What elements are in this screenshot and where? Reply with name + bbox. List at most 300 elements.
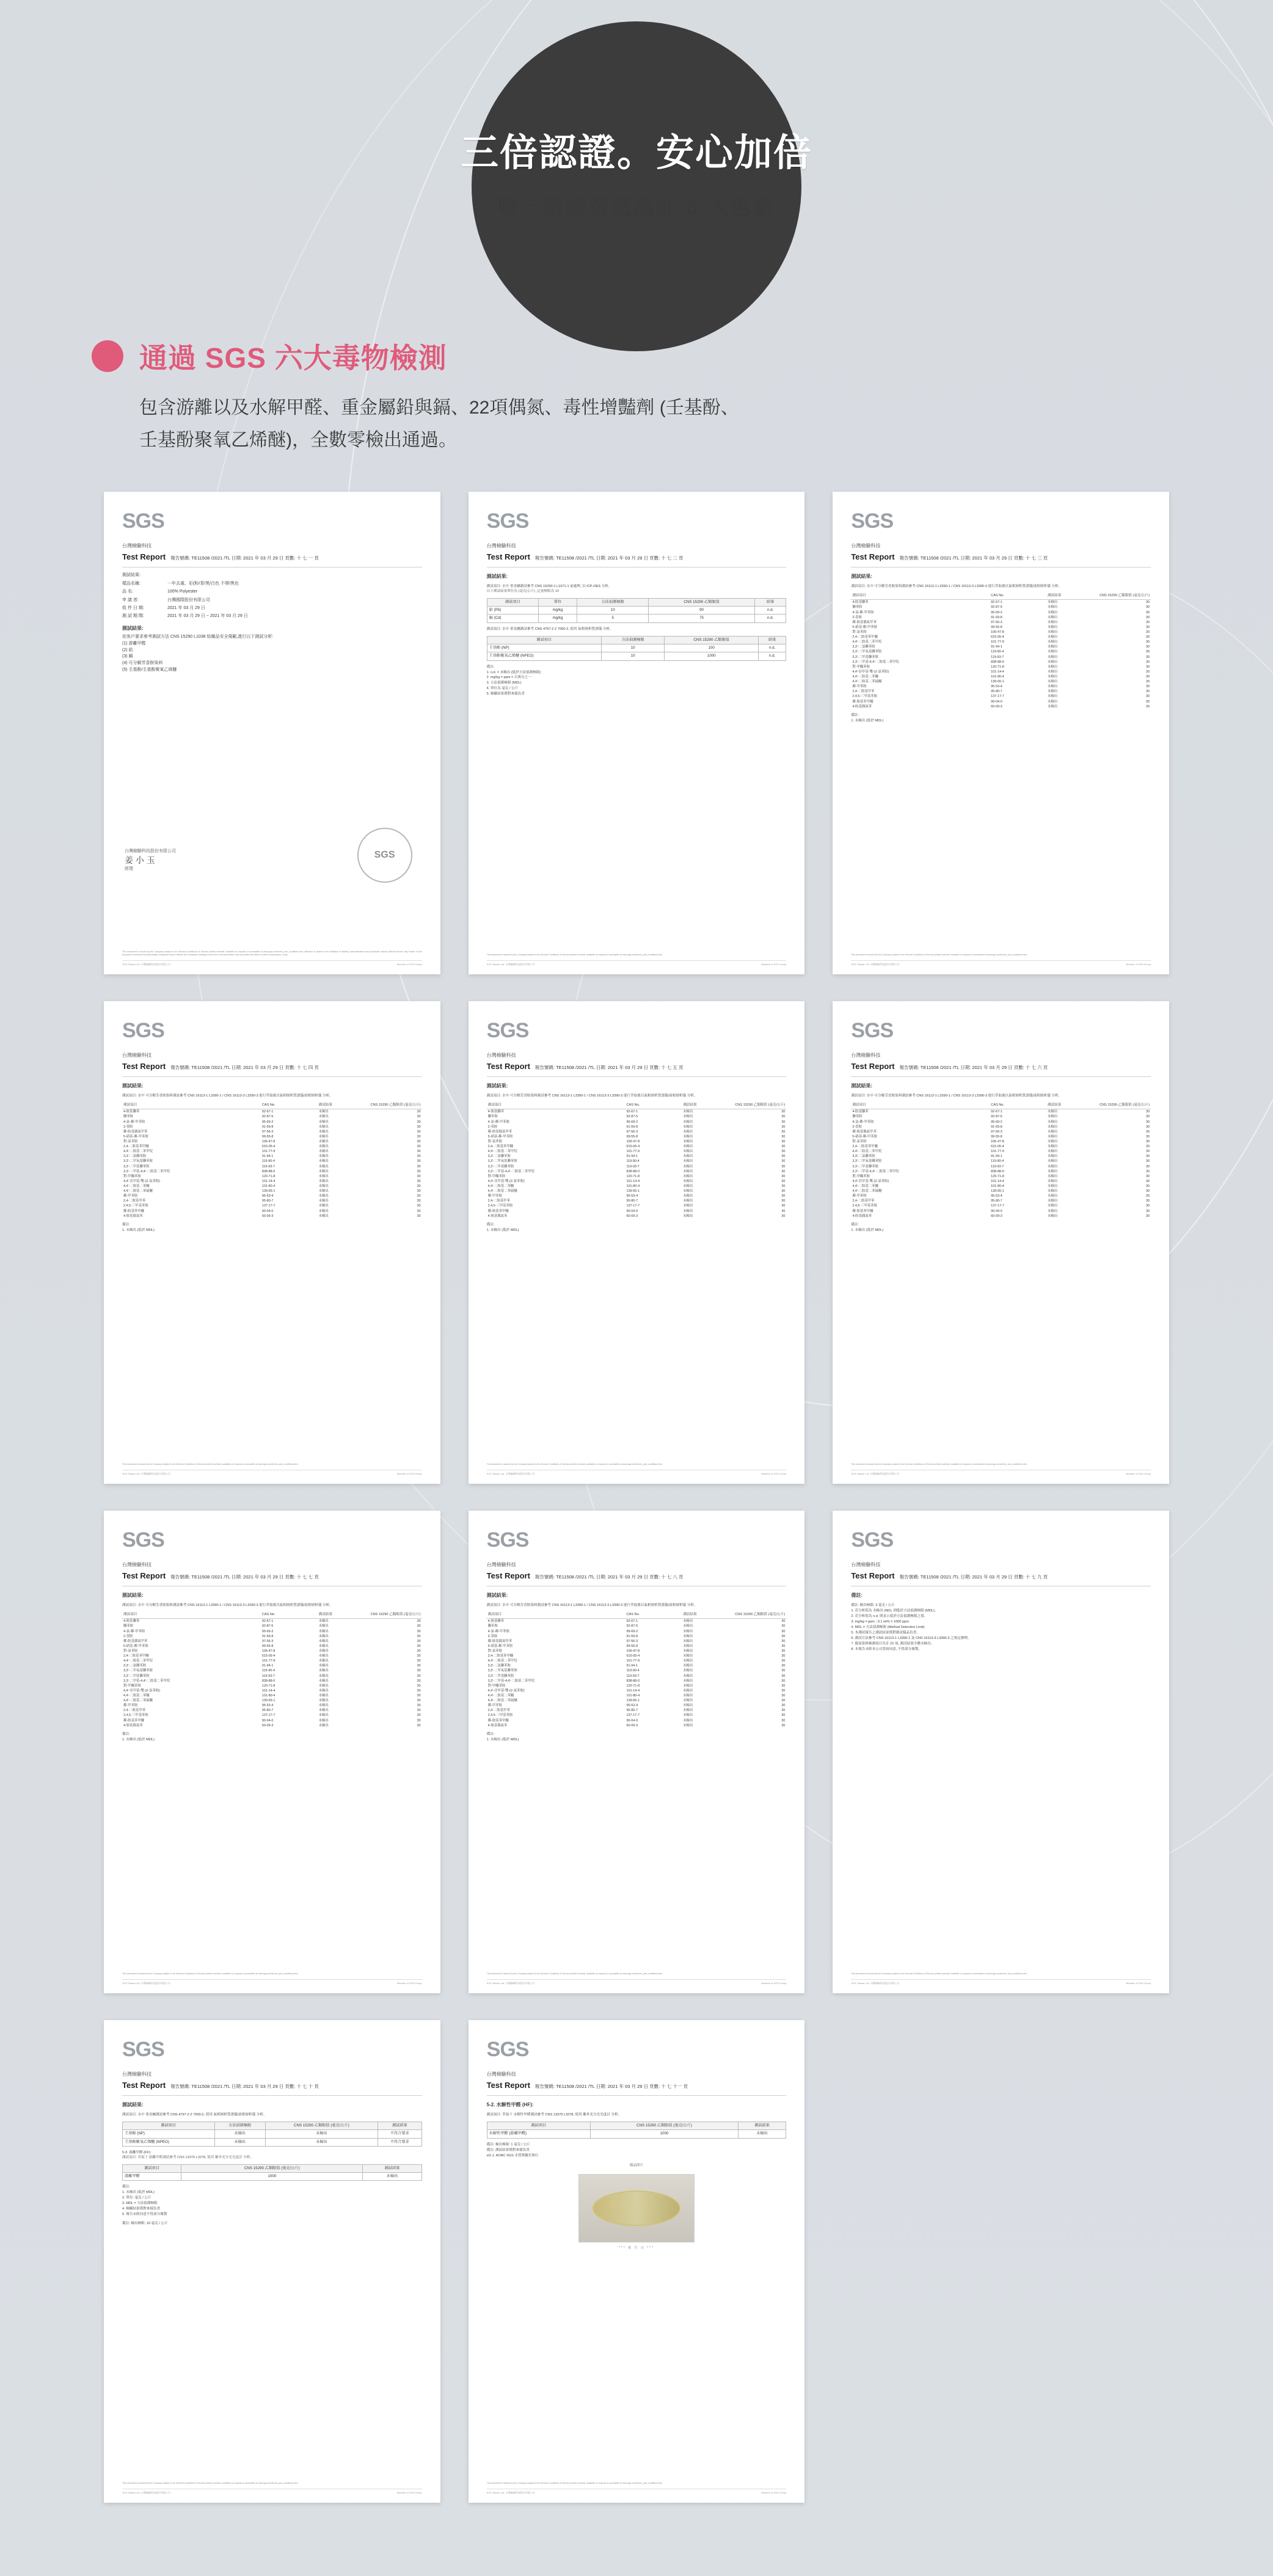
- table-header-cell: 單位: [538, 598, 577, 606]
- limit-value: 30: [417, 1629, 421, 1633]
- result-heading: 測試結果:: [851, 574, 872, 580]
- sample-photo-heading: 樣品照片: [629, 2163, 644, 2167]
- table-row: [851, 679, 1151, 684]
- limit-value: 30: [1146, 615, 1150, 619]
- chemical-name: 對-氯苯胺: [852, 1140, 867, 1144]
- cas-number: 90-04-0: [626, 1209, 638, 1213]
- table-cell: 10: [601, 644, 664, 652]
- chemical-name: 5-硝基-鄰-甲苯胺: [123, 1644, 148, 1648]
- table-cell: 90: [649, 606, 755, 614]
- note-line: 7. 偶氮染料檢測項目共計 22 項, 測試結果全數未檢出。: [851, 1641, 935, 1646]
- table-row: [851, 649, 1151, 654]
- table-header-cell: 測試結果: [318, 1103, 368, 1109]
- note-line: 5. 本測試報告之測試結果僅對測試樣品負責。: [851, 1630, 920, 1635]
- cas-number: 615-05-4: [991, 1145, 1004, 1149]
- table-row: [122, 1708, 422, 1713]
- cas-number: 101-77-9: [991, 640, 1004, 644]
- test-result: 未檢出: [683, 1169, 693, 1173]
- table-row: [487, 1679, 787, 1684]
- table-row: [487, 1154, 787, 1159]
- limit-value: 30: [1146, 1179, 1150, 1183]
- certificate-card[interactable]: [104, 2020, 440, 2503]
- table-header-cell: 方法偵測極限: [577, 598, 649, 606]
- cas-number: 615-05-4: [261, 1654, 275, 1658]
- certificate-meta: 報告號碼: TE11508 /2021 /TL 日期: 2021 年 03 月 29 日 頁數: 十 七 七 頁: [170, 1574, 319, 1580]
- table-header-cell: CNS 15290 乙類限值 (毫克/公斤): [1096, 1103, 1151, 1109]
- test-result: 未檢出: [1047, 675, 1058, 679]
- footer-left-text: SGS Taiwan Ltd. 台灣檢驗科技股份有限公司: [122, 962, 170, 966]
- chemical-name: 3,3'-二氯聯苯胺: [487, 1155, 511, 1159]
- chemical-name: 2,4,5-三甲基苯胺: [852, 1204, 878, 1208]
- footer-left-text: SGS Taiwan Ltd. 台灣檢驗科技股份有限公司: [851, 1981, 900, 1985]
- cas-number: 97-56-3: [261, 1639, 274, 1643]
- table-row: [851, 615, 1151, 620]
- divider: [851, 1076, 1151, 1077]
- limit-value: 30: [781, 1199, 786, 1203]
- chemical-name: 鄰-甲苯胺: [852, 685, 867, 689]
- limit-value: 30: [417, 1125, 421, 1129]
- cas-number: 92-87-5: [991, 1115, 1002, 1119]
- cas-number: 91-59-8: [626, 1634, 638, 1638]
- limit-value: 30: [781, 1639, 786, 1643]
- chemical-name: 2,4-二胺基甲苯: [852, 690, 875, 694]
- cas-number: 90-04-0: [626, 1718, 638, 1723]
- chemical-name: 對-甲醯苯胺: [852, 1174, 870, 1178]
- cas-number: 101-77-9: [261, 1659, 275, 1663]
- table-cell: 1000: [591, 2130, 739, 2138]
- table-row: [851, 610, 1151, 615]
- hero-subtitle: 唯一紫綠黃藍黑紅 6 大色系: [498, 196, 775, 220]
- test-result: 未檢出: [318, 1155, 329, 1159]
- chemical-name: 鄰-胺基偶氮甲苯: [852, 620, 877, 624]
- certificate-title: Test Report: [122, 552, 166, 561]
- test-result: 未檢出: [318, 1179, 329, 1183]
- cas-number: 838-88-0: [626, 1169, 640, 1173]
- test-result: 未檢出: [318, 1709, 329, 1713]
- test-result: 未檢出: [683, 1140, 693, 1144]
- section-description-line1: 包含游離以及水解甲醛、重金屬鉛與鎘、22項偶氮、毒性增豔劑 (壬基酚、: [139, 398, 739, 418]
- table-cell: 75: [649, 615, 755, 622]
- certificate-card[interactable]: [104, 1001, 440, 1484]
- cas-number: 95-80-7: [991, 690, 1002, 694]
- table-cell: 未檢出: [363, 2172, 421, 2180]
- certificate-footer: [487, 1463, 787, 1475]
- certificate-meta: 報告號碼: TE11508 /2021 /TL 日期: 2021 年 03 月 29 日 頁數: 十 七 六 頁: [899, 1064, 1048, 1070]
- limit-value: 30: [417, 1634, 421, 1638]
- footer-right-text: Member of SGS Group: [761, 1472, 787, 1475]
- table-row: [123, 2130, 422, 2138]
- chemical-name: 聯苯胺: [487, 1624, 498, 1629]
- cas-number: 92-67-1: [261, 1619, 274, 1624]
- table-row: [851, 1174, 1151, 1179]
- limit-value: 30: [781, 1669, 786, 1673]
- chemical-result-table: [851, 1103, 1151, 1219]
- table-row: [487, 644, 786, 652]
- table-row: [122, 1668, 422, 1673]
- test-result: 未檢出: [1047, 1194, 1058, 1199]
- limit-value: 30: [781, 1164, 786, 1169]
- table-row: [122, 1164, 422, 1169]
- table-header-cell: 測試項目: [487, 1103, 626, 1109]
- signature-role: 經理: [125, 866, 133, 871]
- test-result: 未檢出: [1047, 699, 1058, 704]
- cas-number: 101-14-4: [261, 1179, 275, 1183]
- table-header-cell: CNS 15290 乙類限值 (毫克/公斤): [368, 1103, 422, 1109]
- test-result: 未檢出: [318, 1634, 329, 1638]
- section-header: [92, 336, 1181, 376]
- table-row: [487, 1149, 787, 1154]
- field-label: 樣品名稱:: [122, 581, 140, 586]
- limit-value: 30: [417, 1199, 421, 1203]
- note-line: 備註:: [122, 1222, 130, 1227]
- cas-number: 97-56-3: [261, 1129, 274, 1134]
- test-result: 未檢出: [683, 1129, 693, 1134]
- chemical-name: 4,4'-亞甲基-雙-(2-氯苯胺): [123, 1688, 161, 1693]
- chemical-name: 3,3'-二甲基聯苯胺: [123, 1674, 150, 1678]
- certificate-issuer: 台灣檢驗科技: [122, 542, 151, 549]
- legal-footnote: This document is issued by the Company subject to its General Conditions of Service printed overleaf, available on request or accessible at www.sgs.com/terms_and_conditions.htm.: [486, 1972, 663, 1976]
- table-header-cell: 測試結果: [318, 1612, 368, 1619]
- table-cell: 壬基酚 (NP): [487, 644, 601, 652]
- chemical-name: 鄰-胺基苯甲醚: [487, 1209, 509, 1213]
- cas-number: 137-17-7: [626, 1204, 640, 1208]
- cas-number: 95-80-7: [991, 1199, 1002, 1203]
- note-line: 1. 未檢出 (低於 MDL): [122, 1737, 155, 1742]
- limit-value: 30: [781, 1704, 786, 1708]
- result-line: (4) 可分解芳香胺染料: [122, 661, 163, 666]
- certificate-footer: [122, 1463, 422, 1475]
- table-row: [122, 1674, 422, 1679]
- note-line: 2. mg/kg = ppm = 百萬分之一: [486, 676, 531, 680]
- test-result: 未檢出: [1047, 600, 1058, 605]
- test-result: 未檢出: [318, 1184, 329, 1188]
- table-row: [487, 1619, 787, 1624]
- table-header-cell: CAS No.: [261, 1612, 318, 1619]
- test-result: 未檢出: [318, 1145, 329, 1149]
- chemical-name: 4-胺基聯苯: [852, 600, 869, 605]
- table-row: [122, 1634, 422, 1639]
- test-result: 未檢出: [683, 1674, 693, 1678]
- cas-number: 91-94-1: [991, 1155, 1002, 1159]
- legal-footnote: This document is issued by the Company subject to its General Conditions of Service printed overleaf, available on request or accessible at www.sgs.com/terms_and_conditions.htm.: [486, 1463, 663, 1466]
- test-result: 未檢出: [318, 1204, 329, 1208]
- certificate-title: Test Report: [486, 1571, 530, 1580]
- test-result: 未檢出: [1047, 680, 1058, 684]
- limit-value: 30: [417, 1699, 421, 1703]
- chemical-name: 3,3'-二甲氧基聯苯胺: [487, 1159, 517, 1164]
- cas-number: 101-14-4: [261, 1688, 275, 1693]
- certificate-title: Test Report: [122, 2080, 166, 2090]
- result-line: (3) 鎘: [122, 654, 133, 659]
- test-result: 未檢出: [1047, 1214, 1058, 1218]
- field-value: 100% Polyester: [167, 589, 198, 594]
- test-description: 測試項目: 水中 可分解芳香胺染料測試參考 CNS 16113-1 L3390-1 / CNS 16113-3 L3390-3 進行萃取後以氣相層析質譜儀/液相層析儀 分析。: [122, 1094, 333, 1098]
- limit-value: 30: [781, 1159, 786, 1164]
- limit-value: 30: [417, 1709, 421, 1713]
- table-row: [851, 674, 1151, 679]
- test-result: 未檢出: [1047, 660, 1058, 664]
- cas-number: 119-90-4: [626, 1159, 640, 1164]
- chemical-name: 2,4-二胺基苯甲醚: [123, 1145, 149, 1149]
- table-header-cell: CNS 15290 乙類限值 (毫克/公斤): [368, 1612, 422, 1619]
- certificate-card[interactable]: [469, 1001, 805, 1484]
- cas-number: 139-65-1: [991, 680, 1004, 684]
- limit-value: 30: [781, 1174, 786, 1178]
- cas-number: 139-65-1: [261, 1699, 275, 1703]
- note-block: [851, 1603, 1151, 1652]
- test-result: 未檢出: [683, 1204, 693, 1208]
- test-result: 未檢出: [683, 1634, 693, 1638]
- sgs-logo: SGS: [486, 2038, 529, 2061]
- signature-block: [125, 848, 176, 872]
- chemical-name: 4-胺基聯苯: [123, 1110, 140, 1114]
- limit-value: 30: [417, 1214, 421, 1218]
- chemical-name: 4,4'-二胺基二苯醚: [487, 1694, 514, 1698]
- notes: [851, 713, 1151, 724]
- certificate-issuer: 台灣檢驗科技: [122, 2071, 151, 2077]
- certificate-card[interactable]: [469, 2020, 805, 2503]
- table-row: [487, 1644, 787, 1649]
- limit-value: 30: [417, 1659, 421, 1663]
- limit-value: 30: [781, 1624, 786, 1629]
- limit-value: 30: [417, 1150, 421, 1154]
- table-row: [122, 1125, 422, 1129]
- table-row: [487, 1144, 787, 1149]
- signature-org: 台灣檢驗科技股份有限公司: [125, 849, 176, 854]
- test-result: 未檢出: [318, 1659, 329, 1663]
- cas-number: 95-69-2: [991, 610, 1002, 615]
- test-result: 未檢出: [683, 1629, 693, 1633]
- cas-number: 101-80-4: [261, 1694, 275, 1698]
- limit-value: 30: [417, 1155, 421, 1159]
- limit-value: 30: [1146, 675, 1150, 679]
- footer-left-text: SGS Taiwan Ltd. 台灣檢驗科技股份有限公司: [122, 2490, 170, 2494]
- chemical-name: 2-萘胺: [123, 1125, 133, 1129]
- test-result: 未檢出: [683, 1159, 693, 1164]
- test-result: 未檢出: [1047, 1204, 1058, 1208]
- certificate-card[interactable]: [469, 492, 805, 974]
- chemical-name: 3,3'-二氯聯苯胺: [487, 1664, 511, 1668]
- cas-number: 92-67-1: [991, 1110, 1002, 1114]
- table-cell: 10: [577, 606, 649, 614]
- certificate-field: [122, 589, 422, 594]
- table-cell: 1000: [181, 2172, 363, 2180]
- chemical-name: 鄰-胺基苯甲醚: [852, 1209, 874, 1213]
- chemical-name: 3,3'-二甲基-4,4'-二胺基二苯甲烷: [852, 660, 899, 664]
- limit-value: 30: [417, 1189, 421, 1194]
- certificate-meta: 報告號碼: TE11508 /2021 /TL 日期: 2021 年 03 月 29 日 頁數: 十 七 九 頁: [899, 1574, 1048, 1580]
- cas-number: 95-69-2: [261, 1120, 274, 1124]
- test-result: 未檢出: [683, 1723, 693, 1728]
- chemical-name: 5-硝基-鄰-甲苯胺: [487, 1644, 513, 1648]
- test-description: 測試項目: 水中 重金屬測試參考 CNS 4797-2 Z 7000-2, 使用 氣相層析質譜儀/液相層析儀 分析。: [122, 2113, 267, 2117]
- certificate-field: [122, 572, 422, 578]
- limit-value: 30: [1146, 1204, 1150, 1208]
- test-description: 測試項目: 萃取下 水解性甲醛測試參考 CNS 13379 L3278, 使用 紫外光分光光度計 分析。: [486, 2113, 622, 2117]
- limit-value: 30: [1146, 640, 1150, 644]
- limit-value: 30: [1146, 650, 1150, 654]
- table-cell: 未檢出: [214, 2130, 265, 2138]
- cas-number: 119-90-4: [261, 1159, 275, 1164]
- certificate-meta: 報告號碼: TE11508 /2021 /TL 日期: 2021 年 03 月 29 日 頁數: 十 七 十一 頁: [534, 2083, 688, 2089]
- certificate-card[interactable]: [104, 492, 440, 974]
- table-row: [487, 615, 786, 622]
- cas-number: 91-94-1: [261, 1155, 274, 1159]
- test-result: 未檢出: [683, 1155, 693, 1159]
- sgs-logo: SGS: [486, 509, 529, 533]
- cas-number: 120-71-8: [261, 1174, 275, 1178]
- table-header-cell: 測試項目: [122, 1612, 261, 1619]
- chemical-name: 3,3'-二甲氧基聯苯胺: [852, 1159, 882, 1164]
- limit-value: 30: [417, 1649, 421, 1654]
- cas-number: 95-53-4: [991, 1194, 1002, 1199]
- note-line: 1. 未檢出 (低於 MDL): [851, 718, 884, 723]
- test-result: 未檢出: [318, 1713, 329, 1718]
- table-row: [122, 1624, 422, 1629]
- note-line: 4. 單位為 毫克 / 公斤: [486, 687, 519, 691]
- result-heading: 測試結果:: [122, 1593, 144, 1599]
- result-table-secondary: [122, 2164, 422, 2181]
- table-row: [122, 1649, 422, 1654]
- test-description: 測試項目: 水中 可分解芳香胺染料測試參考 CNS 16113-1 L3390-1 / CNS 16113-3 L3390-3 進行萃取後以氣相層析質譜儀/液相層析儀 分析。: [851, 585, 1062, 589]
- legal-footnote: This document is issued by the Company subject to its General Conditions of Service printed overleaf, available on request or accessible at www.sgs.com/terms_and_conditions.htm.: [122, 1972, 299, 1976]
- limit-value: 30: [1146, 1174, 1150, 1178]
- cas-number: 137-17-7: [261, 1204, 275, 1208]
- certificate-card[interactable]: [833, 1001, 1169, 1484]
- table-cell: n.d.: [754, 606, 786, 614]
- subsection-description: 測試項目: 萃取下 游離甲醛測試參考 CNS 13379 L3278, 使用 紫外光分光光度計 分析。: [122, 2155, 254, 2159]
- chemical-name: 鄰-胺基偶氮甲苯: [487, 1129, 512, 1134]
- footer-right-text: Member of SGS Group: [761, 1981, 787, 1985]
- table-row: [487, 1129, 787, 1134]
- chemical-name: 4-氯-鄰-甲苯胺: [852, 610, 874, 615]
- test-result: 未檢出: [683, 1120, 693, 1124]
- cas-number: 95-69-2: [991, 1120, 1002, 1124]
- certificate-footer: [851, 1972, 1151, 1985]
- limit-value: 30: [1146, 695, 1150, 699]
- table-row: [851, 1189, 1151, 1194]
- chemical-name: 聯苯胺: [852, 605, 863, 610]
- table-header-cell: 測試結果: [1046, 593, 1096, 600]
- footer-right-text: Member of SGS Group: [761, 962, 787, 966]
- certificate-footer: [122, 2482, 422, 2494]
- certificate-card[interactable]: [833, 1511, 1169, 1993]
- table-row: [122, 1149, 422, 1154]
- chemical-name: 2-萘胺: [123, 1634, 133, 1638]
- limit-value: 30: [781, 1110, 786, 1114]
- cas-number: 90-04-0: [991, 1209, 1002, 1213]
- cas-number: 137-17-7: [261, 1713, 275, 1718]
- test-result: 未檢出: [318, 1164, 329, 1169]
- cas-number: 101-14-4: [991, 670, 1004, 674]
- cas-number: 120-71-8: [991, 665, 1004, 669]
- limit-value: 30: [1146, 1115, 1150, 1119]
- limit-value: 30: [781, 1654, 786, 1658]
- chemical-name: 4-氯-鄰-甲苯胺: [852, 1120, 874, 1124]
- sgs-logo: SGS: [851, 509, 894, 533]
- test-result: 未檢出: [683, 1125, 693, 1129]
- footer-left-text: SGS Taiwan Ltd. 台灣檢驗科技股份有限公司: [486, 1981, 535, 1985]
- footer-right-text: Member of SGS Group: [761, 2490, 787, 2494]
- table-row: [487, 1214, 787, 1219]
- note-line: 備註:: [122, 2185, 130, 2189]
- certificate-issuer: 台灣檢驗科技: [851, 1052, 881, 1058]
- table-row: [487, 1159, 787, 1164]
- table-row: [122, 1698, 422, 1703]
- cas-number: 92-87-5: [261, 1624, 274, 1629]
- table-row: [851, 694, 1151, 699]
- test-result: 未檢出: [1047, 704, 1058, 709]
- cas-number: 90-04-0: [991, 699, 1002, 704]
- limit-value: 30: [1146, 1164, 1150, 1169]
- chemical-name: 4-胺基聯苯: [487, 1619, 505, 1624]
- sgs-logo: SGS: [122, 509, 164, 533]
- note-line: 3. MDL = 方法偵測極限: [122, 2202, 158, 2206]
- chemical-name: 3,3'-二甲基-4,4'-二胺基二苯甲烷: [123, 1169, 170, 1173]
- table-row: [487, 1189, 787, 1194]
- note-line: 1. 未檢出 (低於 MDL): [486, 1737, 519, 1742]
- limit-value: 30: [417, 1159, 421, 1164]
- note-line: 4. 檢驗結果僅對來樣負責: [122, 2207, 161, 2211]
- test-result: 未檢出: [1047, 620, 1058, 624]
- table-row: [851, 1109, 1151, 1115]
- limit-value: 30: [417, 1639, 421, 1643]
- chemical-name: 3,3'-二氯聯苯胺: [852, 1155, 875, 1159]
- table-row: [487, 1688, 787, 1693]
- test-result: 未檢出: [318, 1199, 329, 1203]
- chemical-name: 2,4,5-三甲基苯胺: [487, 1204, 513, 1208]
- test-result: 未檢出: [683, 1644, 693, 1648]
- certificate-meta: 報告號碼: TE11508 /2021 /TL 日期: 2021 年 03 月 29 日 頁數: 十 七 四 頁: [170, 1064, 319, 1070]
- test-result: 未檢出: [1047, 605, 1058, 610]
- result-line: (2) 鉛: [122, 648, 133, 652]
- cas-number: 99-55-8: [991, 1134, 1002, 1139]
- result-heading: 測試結果:: [122, 1083, 144, 1089]
- table-header-cell: CAS No.: [990, 593, 1046, 600]
- certificate-footer: [122, 1972, 422, 1985]
- certificate-card[interactable]: [469, 1511, 805, 1993]
- chemical-name: 4,4'-二胺基二苯甲烷: [123, 1659, 153, 1663]
- table-row: [487, 1674, 787, 1679]
- cas-number: 92-67-1: [626, 1110, 638, 1114]
- note-line: 備註: 檢出極限: 1 毫克 / 公斤: [486, 2142, 531, 2147]
- certificate-field: [122, 597, 422, 603]
- table-row: [487, 1184, 787, 1189]
- chemical-name: 鄰-甲苯胺: [487, 1194, 503, 1199]
- chemical-result-table: [487, 1612, 787, 1728]
- certificate-footer: [122, 950, 422, 966]
- chemical-result-table: [122, 1612, 422, 1728]
- table-row: [122, 1184, 422, 1189]
- chemical-name: 4-氯-鄰-甲苯胺: [487, 1629, 509, 1633]
- cas-number: 119-93-7: [991, 655, 1004, 659]
- limit-value: 30: [1146, 1140, 1150, 1144]
- table-row: [122, 1684, 422, 1688]
- certificate-card[interactable]: [104, 1511, 440, 1993]
- limit-value: 30: [781, 1184, 786, 1188]
- certificate-card[interactable]: [833, 492, 1169, 974]
- table-row: [122, 1703, 422, 1708]
- chemical-name: 4,4'-二胺基二苯醚: [852, 675, 878, 679]
- test-result: 未檢出: [1047, 640, 1058, 644]
- limit-value: 30: [781, 1674, 786, 1678]
- certificate-footer: [487, 1972, 787, 1985]
- table-row: [851, 1129, 1151, 1134]
- cas-number: 120-71-8: [261, 1684, 275, 1688]
- limit-value: 30: [1146, 699, 1150, 704]
- table-row: [122, 1629, 422, 1634]
- cas-number: 97-56-3: [991, 1129, 1002, 1134]
